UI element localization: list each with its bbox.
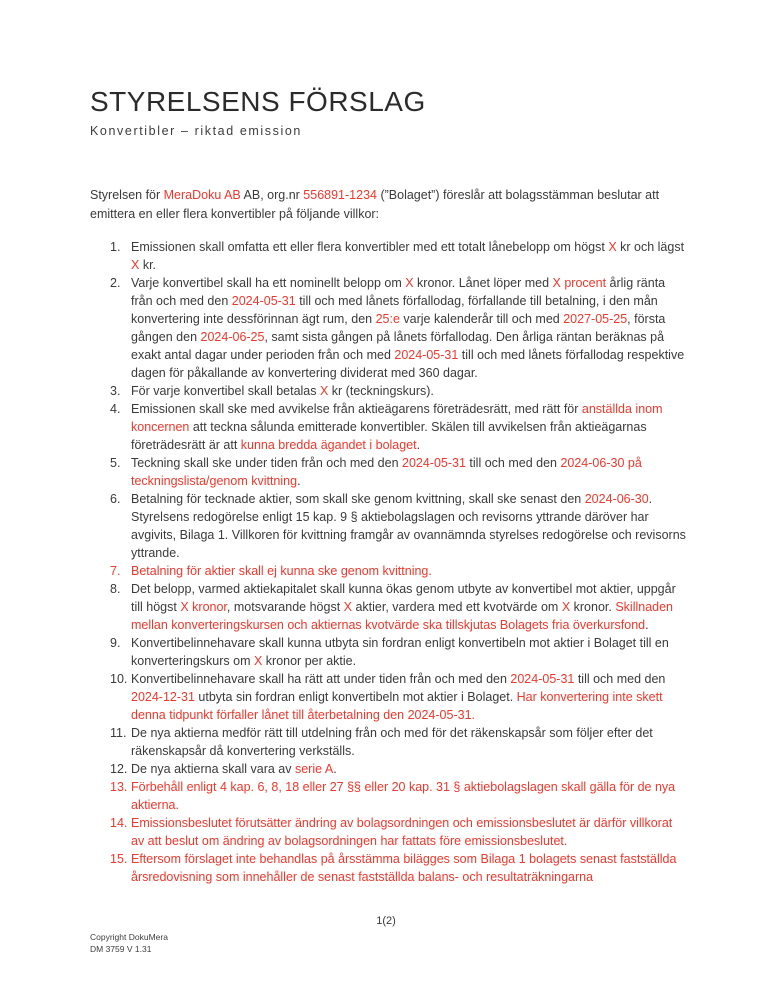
text-run: AB, org.nr [240,188,304,203]
item-text [131,580,687,634]
text-run: , första gången den [131,312,666,345]
numbered-list [90,238,687,886]
template-field-text: X [131,258,140,273]
list-item [90,238,687,274]
item-number: 13. [110,780,128,795]
list-item [90,760,687,778]
text-run: till och med den [465,456,561,471]
text-run: . [333,762,337,777]
item-text [131,634,687,670]
item-text [131,562,687,580]
template-field-text: X kronor [180,600,227,615]
intro-paragraph [90,186,687,224]
text-run: Betalning för tecknade aktier, som skall ske genom kvittning, skall ske senast den [131,492,585,507]
text-run: kr och lägst [616,240,685,255]
list-item [90,814,687,850]
text-run: För varje konvertibel skall betalas [131,384,320,399]
item-number: 2. [110,276,121,291]
template-field-text: 2024-12-31 [131,690,195,705]
template-field-text: Betalning för aktier skall ej kunna ske genom kvittning. [131,564,432,579]
list-item [90,724,687,760]
item-number: 3. [110,384,121,399]
text-run: Styrelsen för [90,188,164,203]
item-number: 9. [110,636,121,651]
item-number: 5. [110,456,121,471]
text-run: . Styrelsens redogörelse enligt 15 kap. 9 § aktiebolagslagen och revisorns yttrande däröver har avgivits, Bilaga 1. Villkoren för kvittning framgår av ovannämnda styrelses redogörelse och revisorns yttrande. [131,492,686,561]
copyright-line: Copyright DokuMera [90,932,168,942]
text-run: De nya aktierna medför rätt till utdelning från och med för det räkenskapsår som följer efter det räkenskapsår då konvertering verkställs. [131,726,653,759]
item-text [131,778,687,814]
template-field-text: Har konvertering inte skett denna tidpunkt förfaller lånet till återbetalning den 2024-05-31. [131,690,663,723]
text-run: kr. [139,258,157,273]
item-text [131,400,687,454]
item-number: 10. [110,672,128,687]
list-item [90,850,687,886]
template-field-text: X procent [552,276,607,291]
template-field-text: X [561,600,571,615]
text-run: varje kalenderår till och med [399,312,564,327]
item-text [131,670,687,724]
template-field-text: X [608,240,617,255]
document-content [90,86,687,886]
text-run: kronor per aktie. [262,654,357,669]
list-item [90,634,687,670]
item-text [131,850,687,886]
doc-id-line: DM 3759 V 1.31 [90,943,152,954]
item-number: 7. [110,564,121,579]
template-field-text: 2024-05-31 [394,348,459,363]
template-field-text: X [253,654,263,669]
template-field-text: 25:e [375,312,400,327]
footer-page-number: 1(2) [376,915,396,927]
item-number: 6. [110,492,121,507]
template-field-text: 2024-05-31 [510,672,575,687]
page-title: STYRELSENS FÖRSLAG [90,86,426,117]
text-run: . [416,438,421,453]
template-field-text: 2024-05-31 [231,294,296,309]
list-item [90,454,687,490]
item-text [131,814,687,850]
item-number: 8. [110,582,121,597]
item-number: 12. [110,762,128,777]
text-run: , motsvarande högst [226,600,344,615]
text-run: årlig ränta från och med den [131,276,666,309]
text-run: till och med lånets förfallodag respektive dagen för påkallande av konvertering dividerat med 360 dagar. [131,348,685,381]
template-field-text: kunna bredda ägandet i bolaget [240,438,417,453]
template-field-text: 2024-06-30 på teckningslista/genom kvittning [131,456,642,489]
list-item [90,562,687,580]
template-field-text: 2027-05-25 [563,312,628,327]
item-text [131,724,687,760]
text-run: De nya aktierna skall vara av [131,762,295,777]
template-field-text: anställda inom koncernen [131,402,663,435]
text-run: Emissionen skall ske med avvikelse från aktieägarens företrädesrätt, med rätt för [131,402,582,417]
template-field-text: 556891-1234 [303,188,377,203]
item-number: 15. [110,852,128,867]
template-field-text: 2024-05-31 [402,456,466,471]
item-text [131,760,687,778]
item-text [131,382,687,400]
template-field-text: 2024-06-30 [584,492,649,507]
text-run: kr (teckningskurs). [328,384,434,399]
list-item [90,670,687,724]
template-field-text: Eftersom förslaget inte behandlas på årsstämma bilägges som Bilaga 1 bolagets senast fastställda årsredovisning som innehåller de senast fastställda balans- och resultaträkningarna [131,852,677,885]
text-run: att teckna sålunda emitterade konvertibler. Skälen till avvikelsen från aktieägarnas företrädesrätt är att [131,420,647,453]
text-run: utbyta sin fordran enligt konvertibeln mot aktier i Bolaget. [194,690,517,705]
item-text [131,454,687,490]
text-run: Varje konvertibel skall ha ett nominellt belopp om [131,276,406,291]
text-run: kronor. [570,600,616,615]
item-text [131,238,687,274]
text-run: aktier, vardera med ett kvotvärde om [351,600,562,615]
template-field-text: Skillnaden mellan konverteringskursen och aktiernas kvotvärde ska tillskjutas Bolagets fria överkursfond [131,600,674,633]
item-number: 4. [110,402,121,417]
page-subtitle: Konvertibler – riktad emission [90,124,302,139]
list-item [90,274,687,382]
list-item [90,490,687,562]
text-run: (”Bolaget”) föreslår att bolagsstämman beslutar att emittera en eller flera konvertibler på följande villkor: [90,188,660,222]
text-run: till och med lånets förfallodag, förfallande till betalning, i den mån konvertering inte dessförinnan ägt rum, den [131,294,658,327]
list-item [90,400,687,454]
text-run: Konvertibelinnehavare skall ha rätt att under tiden från och med den [131,672,511,687]
text-run: , samt sista gången på lånets förfallodag. Den årliga räntan beräknas på exakt antal dagar under perioden från och med [131,330,665,363]
template-field-text: Förbehåll enligt 4 kap. 6, 8, 18 eller 27 §§ eller 20 kap. 31 § aktiebolagslagen skall gälla för de nya aktierna. [131,780,676,813]
text-run: . [297,474,301,489]
text-run: Emissionen skall omfatta ett eller flera konvertibler med ett totalt lånebelopp om högst [131,240,609,255]
item-text [131,490,687,562]
list-item [90,778,687,814]
text-run: till och med den [574,672,666,687]
text-run: Teckning skall ske under tiden från och med den [131,456,402,471]
text-run: . [645,618,649,633]
template-field-text: X [319,384,329,399]
template-field-text: Emissionsbeslutet förutsätter ändring av bolagsordningen och emissionsbeslutet är därför villkorat av att beslut om ändring av bolagsordningen har fattats före emissionsbeslutet. [131,816,673,849]
template-field-text: MeraDoku AB [163,188,241,203]
text-run: Konvertibelinnehavare skall kunna utbyta sin fordran enligt konvertibeln mot aktier i Bolaget till en konverteringskurs om [131,636,669,669]
footer-copyright [90,932,168,955]
list-item [90,382,687,400]
list-item [90,580,687,634]
template-field-text: 2024-06-25 [200,330,265,345]
template-field-text: serie A [294,762,334,777]
item-number: 14. [110,816,128,831]
template-field-text: X [343,600,352,615]
text-run: kronor. Lånet löper med [413,276,553,291]
template-field-text: X [405,276,414,291]
item-text [131,274,687,382]
item-number: 11. [110,726,127,741]
item-number: 1. [110,240,121,255]
text-run: Det belopp, varmed aktiekapitalet skall kunna ökas genom utbyte av konvertibel mot aktier, uppgår till högst [131,582,676,615]
